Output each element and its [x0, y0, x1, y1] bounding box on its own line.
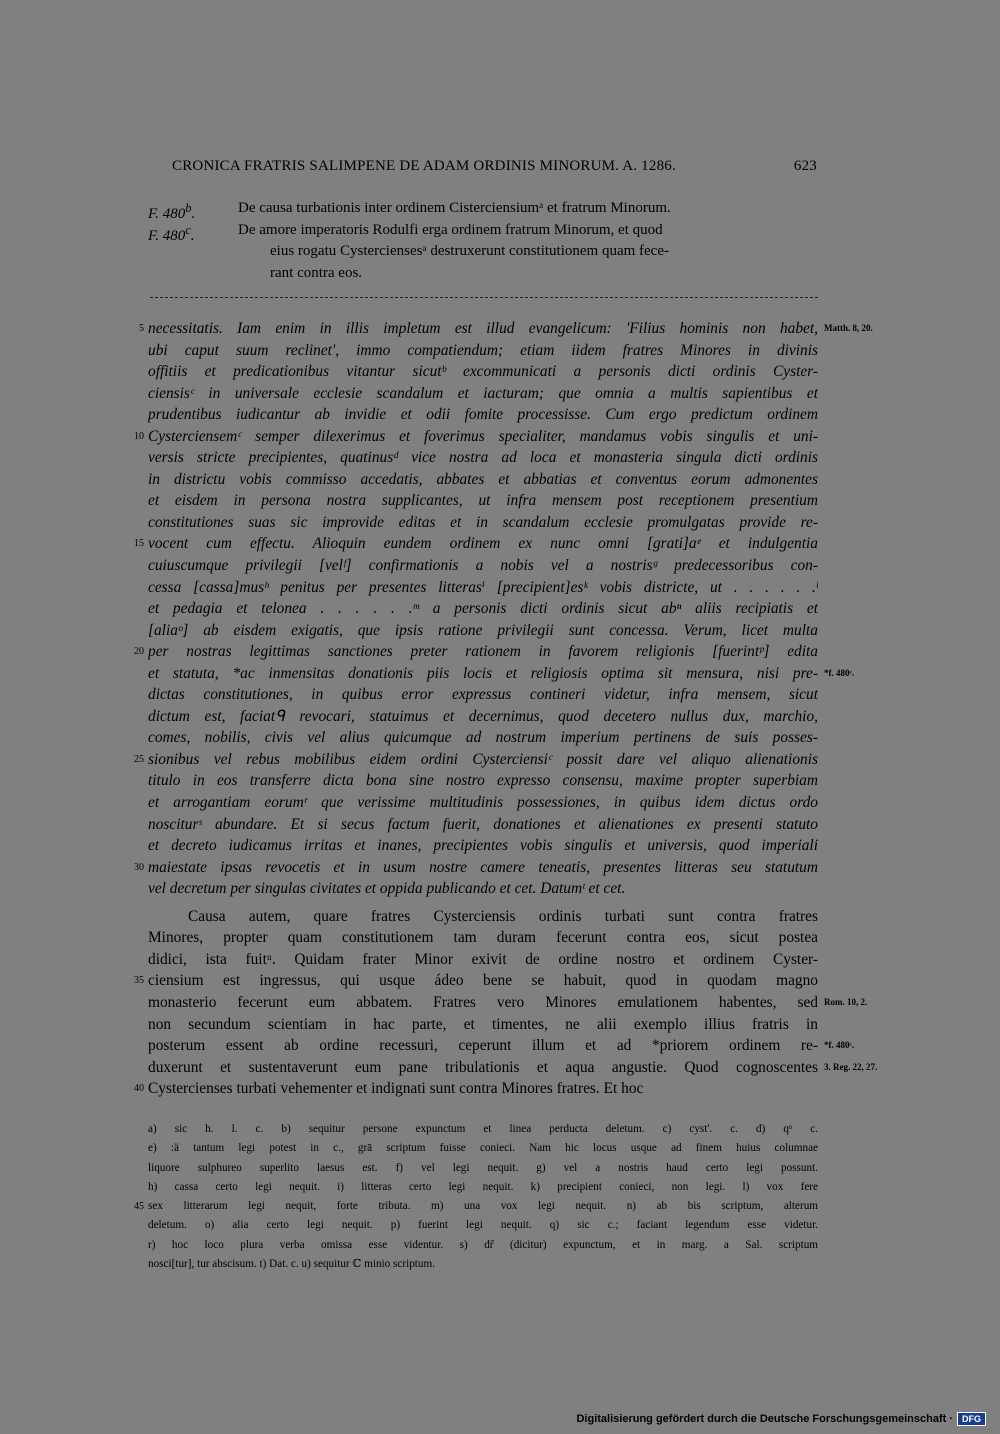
line-text: nosciturˢ abundare. Et si secus factum fuerit, donationes et alienationes ex presenti statuto [148, 815, 818, 833]
footnote-line [134, 1197, 818, 1216]
line-text: ubi caput suum reclinet', immo compatiendum; etiam iidem fratres Minores in divinis [148, 341, 818, 359]
toc-entry [148, 263, 818, 285]
line-text: monasterio fecerunt eum abbatem. Fratres vero Minores emulationem habentes, sed [148, 993, 818, 1011]
marginal-reference: Rom. 10, 2. [824, 996, 868, 1007]
line-text: et decreto iudicamus irritas et inanes, precipientes vobis singulis et universis, quod imperiali [148, 837, 818, 855]
marginal-reference: *f. 480ᶜ. [824, 1040, 855, 1051]
line-text: vocent cum effectu. Alioquin eundem ordinem ex nunc omni [grati]aᵉ et indulgentia [148, 535, 818, 553]
text-line [148, 992, 868, 1014]
line-text: dictas constitutiones, in quibus error expressus contineri videtur, infra mensem, sicut [148, 686, 818, 704]
text-line [148, 949, 818, 971]
toc-entry [148, 198, 818, 220]
page-number: 623 [793, 158, 817, 174]
footnote-text: e) :ä tantum legi potest in c., grā scriptum fuisse conieci. Nam hic locus usque ad finem huius columnae [148, 1142, 818, 1155]
text-line [148, 404, 818, 426]
line-text: titulo in eos transferre dicta bona sine nostro expresso consensu, maxime propter superbiam [148, 772, 818, 790]
footnote-line [148, 1255, 818, 1274]
line-text: non secundum scientiam in hac parte, et timentes, ne alii exemplo illius fratris in [148, 1015, 818, 1033]
digitization-footer [576, 1412, 986, 1426]
footnote-text: h) cassa certo legi nequit. i) litteras certo legi nequit. k) precipient conieci, non legi. l) vox fere [148, 1180, 818, 1193]
footnote-text: nosci[tur], tur abscisum. t) Dat. c. u) sequitur ℂ minio scriptum. [148, 1258, 435, 1271]
toc-entry [148, 220, 818, 242]
chapter-headings [148, 198, 818, 284]
footnotes [134, 1120, 818, 1274]
text-line [148, 447, 818, 469]
text-line [148, 906, 818, 928]
footnote-text: liquore sulphureo superlito laesus est. f) vel legi nequit. g) vel a nostris haud certo legi possunt. [148, 1161, 818, 1174]
line-number: 5 [139, 323, 144, 334]
text-line [134, 426, 818, 448]
line-text: sionibus vel rebus mobilibus eidem ordini Cysterciensiᶜ possit dare vel aliquo alienationis [148, 750, 818, 768]
footnote-line [148, 1120, 818, 1139]
footnote-text: sex litterarum legi nequit, forte tributa. m) una vox legi nequit. n) ab bis scriptum, alterum [148, 1200, 818, 1213]
footnote-text: deletum. o) alia certo legi nequit. p) fuerint legi nequit. q) sic c.; faciant legendum esse videtur. [148, 1219, 818, 1232]
text-line [148, 620, 818, 642]
footnote-text: r) hoc loco plura verba omissa esse videntur. s) dr̃ (dicitur) expunctum, et in marg. a Sal. scriptum [148, 1238, 818, 1251]
line-text: comes, nobilis, civis vel alius quicumque ad nostrum imperium pertinens de suis posses- [148, 729, 818, 747]
line-text: cessa [cassa]musʰ penitus per presentes litterasⁱ [precipient]esᵏ vobis districte, ut . . . . . .ˡ [148, 578, 818, 596]
toc-text: De amore imperatoris Rodulfi erga ordinem fratrum Minorum, et quod [238, 221, 663, 238]
text-line [148, 577, 818, 599]
marginal-reference: Matth. 8, 20. [824, 323, 873, 333]
line-number: 40 [134, 1083, 144, 1095]
line-number: 15 [134, 538, 144, 550]
text-line [148, 814, 818, 836]
text-line [148, 598, 818, 620]
footnote-line [148, 1178, 818, 1197]
section-divider [150, 297, 818, 298]
running-header [172, 158, 817, 175]
line-text: et pedagia et telonea . . . . . .ᵐ a personis dicti ordinis sicut abⁿ aliis recipiatis et [148, 600, 818, 618]
folio-sup: c [185, 222, 191, 237]
folio-ref: F. 480$^b$. [148, 201, 196, 222]
line-text: in districtu vobis commisso accedatis, abbates et abbatias et conventus eorum admonentes [148, 470, 818, 488]
toc-entry [148, 241, 818, 263]
line-text: vel decretum per singulas civitates et oppida publicando et cet. Datumᵗ et cet. [148, 880, 626, 898]
line-text: constitutiones suas sic improvide editas et in scandalum ecclesie promulgatas provide re- [148, 513, 818, 531]
text-line [148, 383, 818, 405]
main-text [134, 318, 878, 1100]
text-line [148, 927, 818, 949]
text-line [148, 663, 855, 685]
text-line [148, 792, 818, 814]
footnote-line [148, 1139, 818, 1158]
line-number: 35 [134, 975, 144, 987]
footnote-line [148, 1159, 818, 1178]
folio-sup: b [185, 201, 192, 215]
text-line [134, 641, 818, 663]
toc-text: De causa turbationis inter ordinem Cisterciensiumᵃ et fratrum Minorum. [238, 200, 671, 216]
text-line [134, 749, 818, 771]
line-text: cuiuscumque privilegii [velᶠ] confirmationis a nobis vel a nostrisᵍ predecessoribus con- [148, 557, 818, 575]
line-number: 30 [134, 861, 144, 873]
text-line [148, 1057, 878, 1079]
line-text: posterum essent ab ordine recessuri, ceperunt illum et ad *priorem ordinem re- [148, 1037, 818, 1055]
text-line [148, 684, 818, 706]
text-line [134, 1078, 818, 1100]
toc-text: eius rogatu Cysterciensesᵃ destruxerunt constitutionem quam fece- [270, 243, 669, 259]
footnote-line [148, 1236, 818, 1255]
footnote-line [148, 1216, 818, 1235]
text-line [134, 857, 818, 879]
text-line [148, 340, 818, 362]
line-text: et statuta, *ac inmensitas donationis piis locis et religiosis optima sit mensura, nisi pre- [148, 664, 818, 682]
line-text: Cysterciensemᶜ semper dilexerimus et foverimus specialiter, mandamus vobis singulis et uni- [148, 427, 818, 445]
text-line [148, 555, 818, 577]
toc-text: rant contra eos. [270, 264, 363, 281]
line-text: prudentibus iudicantur ab invidie et odii fomite processisse. Cum ergo predictum ordinem [148, 406, 818, 424]
text-line [134, 533, 818, 555]
text-line [148, 1035, 855, 1057]
line-text: Cystercienses turbati vehementer et indignati sunt contra Minores fratres. Et hoc [148, 1080, 644, 1098]
line-text: necessitatis. Iam enim in illis impletum est illud evangelicum: 'Filius hominis non habet, [148, 320, 818, 337]
marginal-reference: *f. 480ᶜ. [824, 667, 855, 678]
line-text: [aliaᵒ] ab eisdem exigatis, que ipsis ratione privilegii sunt concessa. Verum, licet multa [148, 621, 818, 639]
text-line [148, 878, 818, 900]
line-number: 20 [134, 646, 144, 658]
line-text: ciensium est ingressus, qui usque ádeo bene se habuit, quod in quodam magno [148, 972, 818, 990]
text-line [148, 706, 818, 728]
header-title: CRONICA FRATRIS SALIMPENE DE ADAM ORDINIS MINORUM. A. 1286. [172, 158, 676, 174]
text-line [148, 512, 818, 534]
line-text: Minores, propter quam constitutionem tam duram fecerunt contra eos, sicut postea [148, 929, 818, 947]
line-text: Causa autem, quare fratres Cysterciensis ordinis turbati sunt contra fratres [188, 907, 818, 925]
text-line [148, 770, 818, 792]
line-number: 10 [134, 430, 144, 442]
text-line [148, 1014, 818, 1036]
line-text: per nostras legittimas sanctiones preter rationem in favorem religionis [fuerintᵖ] edita [148, 643, 818, 661]
text-line [148, 490, 818, 512]
footnote-text: a) sic h. l. c. b) sequitur persone expunctum et linea perducta deletum. c) cyst'. c. d) qᵒ c. [148, 1123, 818, 1135]
line-text: duxerunt et sustentaverunt eum pane tribulationis et aqua angustie. Quod cognoscentes [148, 1058, 818, 1076]
line-text: dictum est, faciatᑫ revocari, statuimus et decernimus, quod decetero nullus dux, marchio, [148, 707, 818, 725]
line-number: 25 [134, 753, 144, 765]
text-line [148, 469, 818, 491]
line-number: 45 [134, 1201, 144, 1213]
marginal-reference: 3. Reg. 22, 27. [824, 1061, 878, 1072]
line-text: didici, ista fuitᵘ. Quidam frater Minor exivit de ordine nostro et ordinem Cyster- [148, 950, 818, 968]
line-text: et eisdem in persona nostra supplicantes, ut infra mensem post receptionem presentium [148, 492, 818, 510]
line-text: ciensisᶜ in universale ecclesie scandalum et iacturam; que omnia a multis sapientibus et [148, 384, 818, 402]
text-line [148, 835, 818, 857]
text-line [148, 727, 818, 749]
line-text: versis stricte precipientes, quatinusᵈ vice nostra ad loca et monasteria singula dicti ordinis [148, 449, 818, 467]
dfg-logo: DFG [957, 1412, 986, 1426]
footer-text: Digitalisierung gefördert durch die Deutsche Forschungsgemeinschaft · [576, 1413, 953, 1425]
line-text: offitiis et predicationibus vitantur sicutᵇ excommunicati a personis dicti ordinis Cyster- [148, 363, 818, 381]
folio-ref: F. 480$^c$. [148, 222, 195, 244]
line-text: et arrogantiam eorumʳ que verissime multitudinis possessiones, in quibus idem dictus ordo [148, 794, 818, 812]
text-line [134, 970, 818, 992]
line-text: maiestate ipsas revocetis et in usum nostre camere teneatis, presentes litteras seu statutum [148, 858, 818, 876]
text-line [148, 361, 818, 383]
text-line [139, 318, 873, 340]
